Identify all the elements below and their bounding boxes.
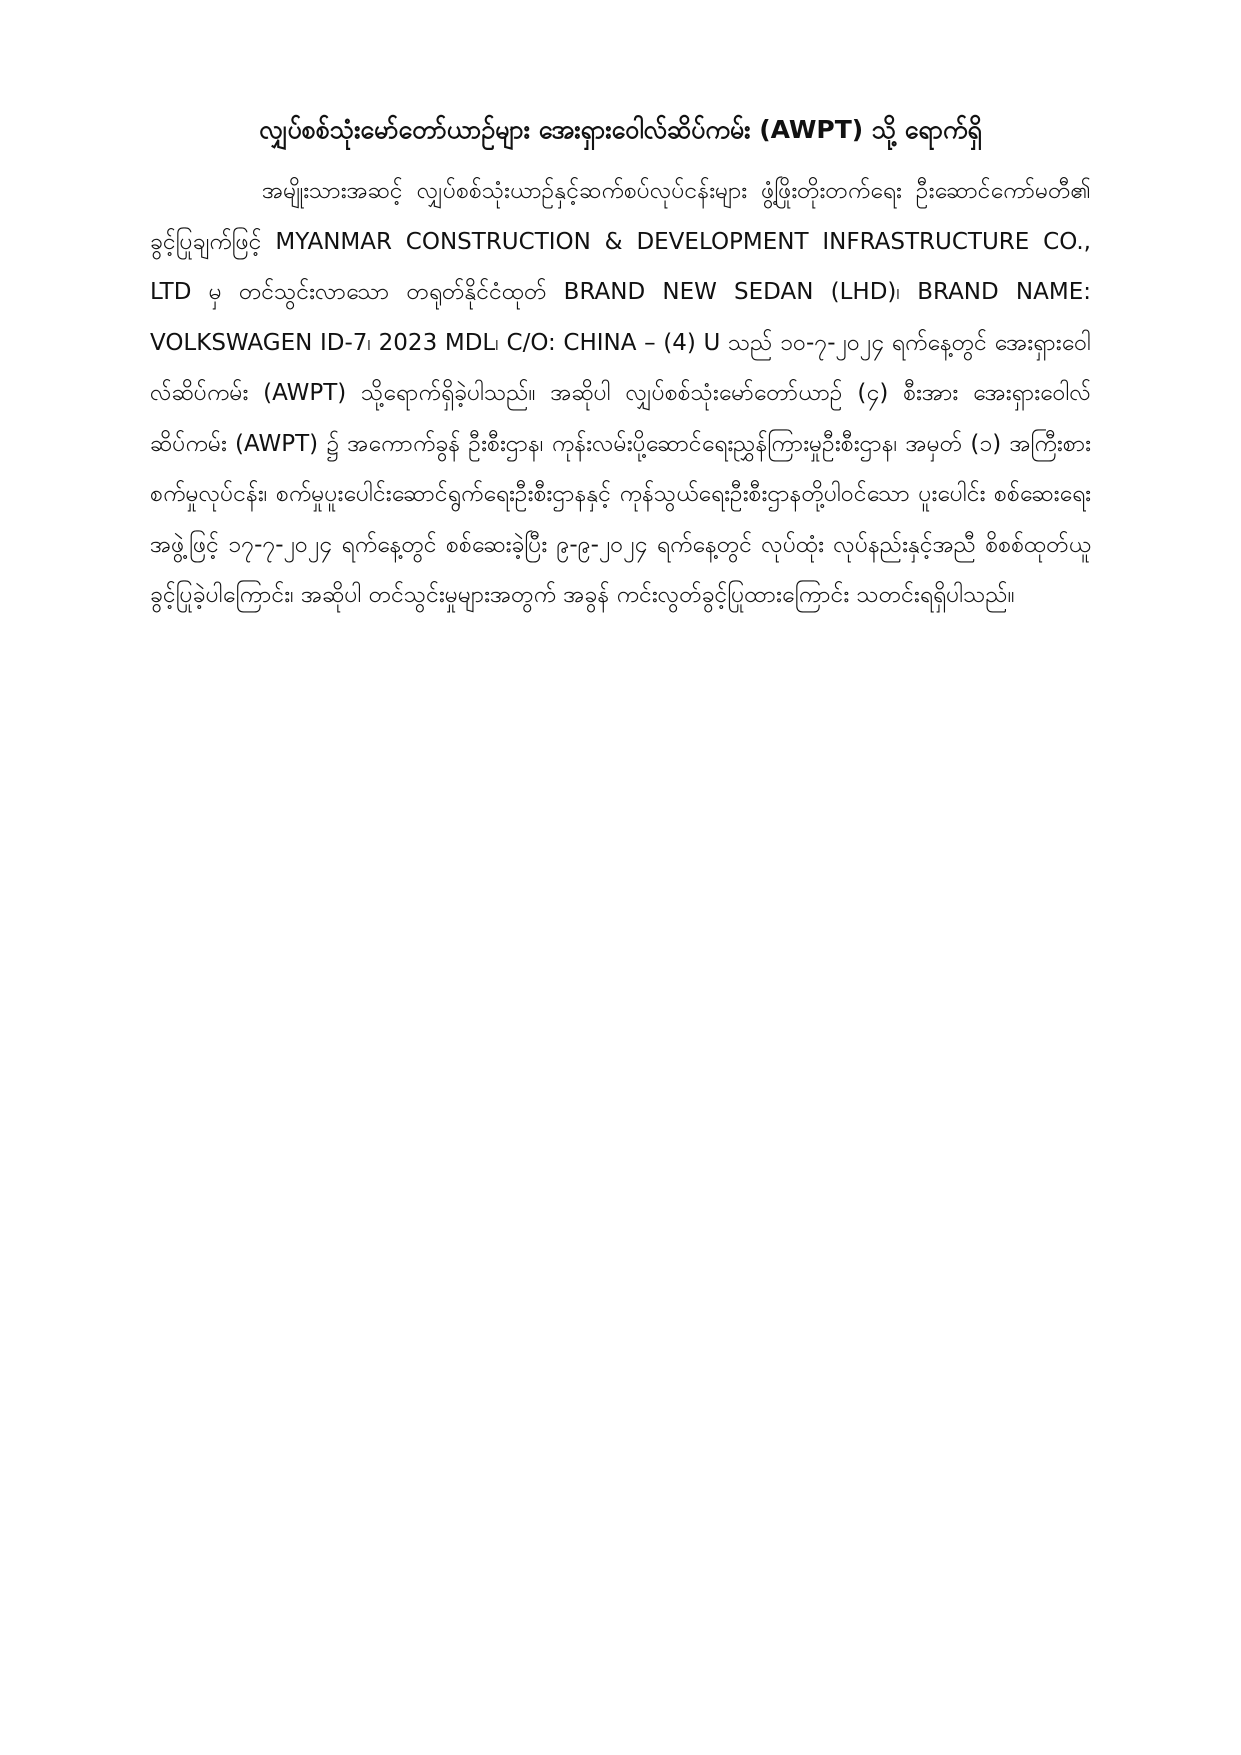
document-paragraph: အမျိုးသားအဆင့် လျှပ်စစ်သုံးယာဉ်နှင့်ဆက်စပ်လုပ်ငန်းများ ဖွံ့ဖြိုးတိုးတက်ရေး ဦးဆောင်ကော်မတီ၏ ခွင့်ပြုချက်ဖြင့် MYANMAR CONSTRUCTION & DEVELOPMENT INFRASTRUCTURE CO., LTD မှ တင်သွင်းလာသော တရုတ်နိုင်ငံထုတ် BRAND NEW SEDAN (LHD)၊ BRAND NAME: VOLKSWAGEN ID-7၊ 2023 MDL၊ C/O: CHINA – (4) U သည် ၁၀-၇-၂၀၂၄ ရက်နေ့တွင် အေးရှားဝေါလ်ဆိပ်ကမ်း (AWPT) သို့ရောက်ရှိခဲ့ပါသည်။ အဆိုပါ လျှပ်စစ်သုံးမော်တော်ယာဉ် (၄) စီးအား အေးရှားဝေါလ်ဆိပ်ကမ်း (AWPT) ၌ အကောက်ခွန် ဦးစီးဌာန၊ ကုန်းလမ်းပို့ဆောင်ရေးညွှန်ကြားမှုဦးစီးဌာန၊ အမှတ် (၁) အကြီးစားစက်မှုလုပ်ငန်း၊ စက်မှုပူးပေါင်းဆောင်ရွက်ရေးဦးစီးဌာနနှင့် ကုန်သွယ်ရေးဦးစီးဌာနတို့ပါဝင်သော ပူးပေါင်း စစ်ဆေးရေးအဖွဲ့ဖြင့် ၁၇-၇-၂၀၂၄ ရက်နေ့တွင် စစ်ဆေးခဲ့ပြီး ၉-၉-၂၀၂၄ ရက်နေ့တွင် လုပ်ထုံး လုပ်နည်းနှင့်အညီ စိစစ်ထုတ်ယူခွင့်ပြုခဲ့ပါကြောင်း၊ အဆိုပါ တင်သွင်းမှုများအတွက် အခွန် ကင်းလွတ်ခွင့်ပြုထားကြောင်း သတင်းရရှိပါသည်။ [150,178,1091,608]
document-title: လျှပ်စစ်သုံးမော်တော်ယာဉ်များ အေးရှားဝေါလ်ဆိပ်ကမ်း (AWPT) သို့ ရောက်ရှိ [259,115,982,144]
